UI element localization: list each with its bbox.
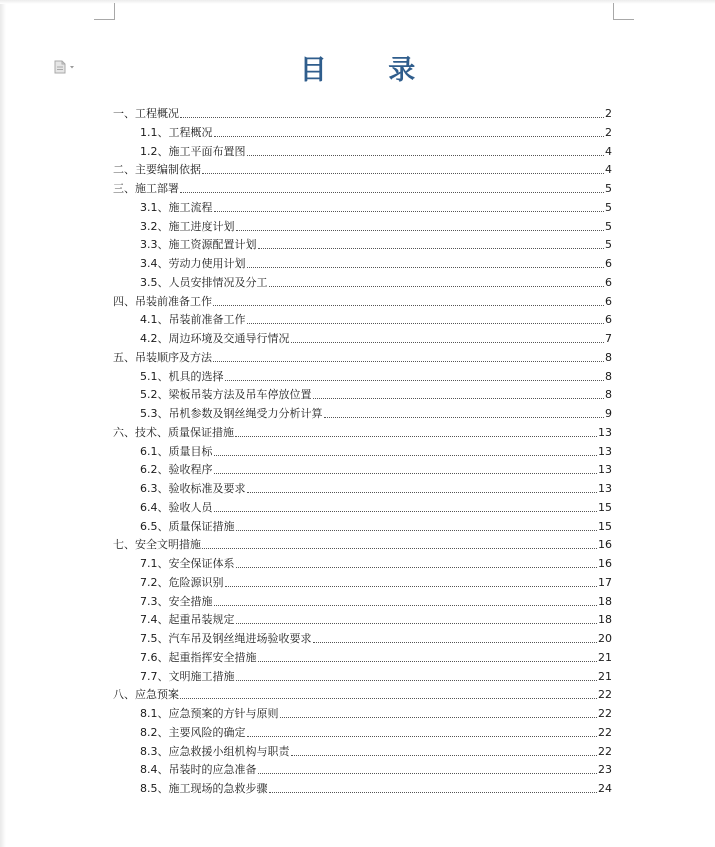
toc-entry-label: 8.2、主要风险的确定 bbox=[140, 725, 246, 739]
toc-page-number: 24 bbox=[598, 782, 612, 795]
toc-page-number: 5 bbox=[605, 238, 612, 252]
toc-page-number: 22 bbox=[598, 725, 612, 739]
toc-page-number: 9 bbox=[605, 407, 612, 420]
toc-dot-leader bbox=[213, 360, 604, 362]
toc-dot-leader bbox=[202, 172, 604, 174]
toc-page-number: 16 bbox=[598, 538, 612, 552]
toc-entry-label: 3.2、施工进度计划 bbox=[140, 219, 235, 233]
toc-dot-leader bbox=[291, 341, 605, 343]
toc-dot-leader bbox=[280, 716, 598, 718]
toc-dot-leader bbox=[258, 247, 605, 249]
toc-entry-label: 5.2、梁板吊装方法及吊车停放位置 bbox=[140, 388, 312, 402]
toc-subsection-entry[interactable] bbox=[140, 253, 612, 271]
toc-subsection-entry[interactable] bbox=[140, 497, 612, 515]
toc-dot-leader bbox=[291, 754, 598, 756]
toc-dot-leader bbox=[180, 116, 604, 118]
toc-subsection-entry[interactable] bbox=[140, 216, 612, 234]
toc-page-number: 21 bbox=[598, 650, 612, 664]
toc-entry-label: 4.1、吊装前准备工作 bbox=[140, 313, 246, 327]
toc-section-entry[interactable] bbox=[113, 684, 612, 702]
toc-dot-leader bbox=[180, 191, 604, 193]
toc-subsection-entry[interactable] bbox=[140, 441, 612, 459]
margin-corner-top-right bbox=[613, 3, 634, 20]
toc-dot-leader bbox=[324, 416, 605, 418]
page-title: 目 录 bbox=[299, 55, 442, 86]
toc-subsection-entry[interactable] bbox=[140, 122, 612, 140]
toc-subsection-entry[interactable] bbox=[140, 272, 612, 290]
toc-page-number: 6 bbox=[605, 294, 612, 308]
toc-dot-leader bbox=[214, 135, 605, 137]
toc-page-number: 8 bbox=[605, 350, 612, 364]
toc-page-number: 2 bbox=[605, 125, 612, 139]
toc-dot-leader bbox=[247, 735, 598, 737]
toc-page-number: 4 bbox=[605, 163, 612, 177]
toc-entry-label: 7.2、危险源识别 bbox=[140, 575, 224, 589]
toc-entry-label: 6.1、质量目标 bbox=[140, 444, 213, 458]
toc-entry-label: 7.3、安全措施 bbox=[140, 594, 213, 608]
toc-subsection-entry[interactable] bbox=[140, 478, 612, 496]
toc-page-number: 5 bbox=[605, 200, 612, 214]
toc-dot-leader bbox=[247, 154, 605, 156]
toc-dot-leader bbox=[180, 697, 597, 699]
toc-entry-label: 8.5、施工现场的急救步骤 bbox=[140, 782, 268, 795]
toc-dot-leader bbox=[214, 510, 598, 512]
toc-page-number: 7 bbox=[605, 332, 612, 345]
toc-subsection-entry[interactable] bbox=[140, 647, 612, 665]
toc-subsection-entry[interactable] bbox=[140, 703, 612, 721]
toc-dot-leader bbox=[236, 529, 598, 531]
toc-page-number: 2 bbox=[605, 107, 612, 120]
toc-section-entry[interactable] bbox=[113, 159, 612, 177]
toc-section-entry[interactable] bbox=[113, 291, 612, 309]
toc-subsection-entry[interactable] bbox=[140, 384, 612, 402]
toc-subsection-entry[interactable] bbox=[140, 309, 612, 327]
toc-subsection-entry[interactable] bbox=[140, 516, 612, 534]
toc-entry-label: 4.2、周边环境及交通导行情况 bbox=[140, 332, 290, 345]
toc-dot-leader bbox=[313, 397, 605, 399]
toc-page-number: 22 bbox=[598, 744, 612, 758]
toc-subsection-entry[interactable] bbox=[140, 572, 612, 590]
toc-entry-label: 6.4、验收人员 bbox=[140, 500, 213, 514]
toc-dot-leader bbox=[235, 435, 597, 437]
toc-page-number: 13 bbox=[598, 463, 612, 477]
toc-entry-label: 7.4、起重吊装规定 bbox=[140, 613, 235, 627]
toc-section-entry[interactable] bbox=[113, 103, 612, 121]
toc-page-number: 5 bbox=[605, 219, 612, 233]
toc-entry-label: 七、安全文明措施 bbox=[113, 538, 201, 552]
toc-section-entry[interactable] bbox=[113, 534, 612, 552]
toc-dot-leader bbox=[225, 379, 605, 381]
toc-entry-label: 3.3、施工资源配置计划 bbox=[140, 238, 257, 252]
toc-page-number: 4 bbox=[605, 144, 612, 158]
toc-dot-leader bbox=[247, 322, 605, 324]
toc-dot-leader bbox=[214, 454, 598, 456]
toc-dot-leader bbox=[269, 791, 598, 793]
toc-page-number: 22 bbox=[598, 707, 612, 720]
toc-subsection-entry[interactable] bbox=[140, 234, 612, 252]
toc-subsection-entry[interactable] bbox=[140, 328, 612, 346]
page-left-shadow bbox=[0, 0, 6, 847]
toc-subsection-entry[interactable] bbox=[140, 591, 612, 609]
toc-entry-label: 6.5、质量保证措施 bbox=[140, 519, 235, 533]
toc-dot-leader bbox=[258, 660, 598, 662]
toc-page-number: 15 bbox=[598, 519, 612, 533]
toc-entry-label: 7.7、文明施工措施 bbox=[140, 669, 235, 683]
toc-entry-label: 1.2、施工平面布置图 bbox=[140, 144, 246, 158]
toc-subsection-entry[interactable] bbox=[140, 403, 612, 421]
toc-page-number: 8 bbox=[605, 388, 612, 402]
toc-entry-label: 三、施工部署 bbox=[113, 182, 179, 195]
toc-subsection-entry[interactable] bbox=[140, 141, 612, 159]
toc-dot-leader bbox=[236, 229, 605, 231]
toc-entry-label: 3.4、劳动力使用计划 bbox=[140, 257, 246, 270]
toc-subsection-entry[interactable] bbox=[140, 741, 612, 759]
toc-dot-leader bbox=[202, 547, 597, 549]
toc-dot-leader bbox=[225, 585, 598, 587]
toc-entry-label: 四、吊装前准备工作 bbox=[113, 294, 212, 308]
toc-dot-leader bbox=[258, 772, 598, 774]
toc-dot-leader bbox=[269, 285, 605, 287]
toc-entry-label: 7.5、汽车吊及钢丝绳进场验收要求 bbox=[140, 632, 312, 645]
toc-page-number: 16 bbox=[598, 557, 612, 570]
toc-section-entry[interactable] bbox=[113, 178, 612, 196]
toc-entry-label: 1.1、工程概况 bbox=[140, 125, 213, 139]
toc-subsection-entry[interactable] bbox=[140, 553, 612, 571]
toc-page-number: 22 bbox=[598, 688, 612, 702]
toc-entry-label: 6.3、验收标准及要求 bbox=[140, 482, 246, 495]
toc-page-number: 15 bbox=[598, 500, 612, 514]
toc-entry-label: 7.1、安全保证体系 bbox=[140, 557, 235, 570]
toc-entry-label: 5.3、吊机参数及钢丝绳受力分析计算 bbox=[140, 407, 323, 420]
toc-entry-label: 8.4、吊装时的应急准备 bbox=[140, 763, 257, 777]
toc-page-number: 17 bbox=[598, 575, 612, 589]
toc-page-number: 18 bbox=[598, 613, 612, 627]
toc-page-number: 6 bbox=[605, 275, 612, 289]
toc-dot-leader bbox=[213, 304, 604, 306]
toc-page-number: 6 bbox=[605, 257, 612, 270]
toc-entry-label: 8.1、应急预案的方针与原则 bbox=[140, 707, 279, 720]
toc-dot-leader bbox=[214, 604, 598, 606]
toc-dot-leader bbox=[247, 491, 598, 493]
toc-page-number: 8 bbox=[605, 369, 612, 383]
toc-page-number: 6 bbox=[605, 313, 612, 327]
toc-page-number: 5 bbox=[605, 182, 612, 195]
toc-subsection-entry[interactable] bbox=[140, 722, 612, 740]
toc-page-number: 13 bbox=[598, 482, 612, 495]
toc-page-number: 13 bbox=[598, 444, 612, 458]
toc-subsection-entry[interactable] bbox=[140, 628, 612, 646]
toc-dot-leader bbox=[247, 266, 605, 268]
toc-section-entry[interactable] bbox=[113, 422, 612, 440]
toc-page-number: 23 bbox=[598, 763, 612, 777]
margin-corner-top-left bbox=[94, 3, 115, 20]
toc-entry-label: 3.1、施工流程 bbox=[140, 200, 213, 214]
toc-page-number: 13 bbox=[598, 425, 612, 439]
toc-entry-label: 五、吊装顺序及方法 bbox=[113, 350, 212, 364]
toc-entry-label: 八、应急预案 bbox=[113, 688, 179, 702]
toc-entry-label: 3.5、人员安排情况及分工 bbox=[140, 275, 268, 289]
toc-dot-leader bbox=[236, 622, 598, 624]
toc-dot-leader bbox=[214, 210, 605, 212]
toc-subsection-entry[interactable] bbox=[140, 666, 612, 684]
toc-entry-label: 六、技术、质量保证措施 bbox=[113, 425, 234, 439]
toc-subsection-entry[interactable] bbox=[140, 778, 612, 796]
toc-entry-label: 5.1、机具的选择 bbox=[140, 369, 224, 383]
toc-dot-leader bbox=[236, 679, 598, 681]
toc-entry-label: 8.3、应急救援小组机构与职责 bbox=[140, 744, 290, 758]
toc-entry-label: 一、工程概况 bbox=[113, 107, 179, 120]
toc-page-number: 18 bbox=[598, 594, 612, 608]
toc-dot-leader bbox=[214, 472, 598, 474]
toc-subsection-entry[interactable] bbox=[140, 459, 612, 477]
toc-entry-label: 6.2、验收程序 bbox=[140, 463, 213, 477]
toc-dot-leader bbox=[236, 566, 598, 568]
toc-subsection-entry[interactable] bbox=[140, 197, 612, 215]
toc-dot-leader bbox=[313, 641, 598, 643]
toc-subsection-entry[interactable] bbox=[140, 609, 612, 627]
toc-page-number: 21 bbox=[598, 669, 612, 683]
toc-entry-label: 7.6、起重指挥安全措施 bbox=[140, 650, 257, 664]
toc-page-number: 20 bbox=[598, 632, 612, 645]
toc-subsection-entry[interactable] bbox=[140, 759, 612, 777]
toc-subsection-entry[interactable] bbox=[140, 366, 612, 384]
toc-entry-label: 二、主要编制依据 bbox=[113, 163, 201, 177]
toc-section-entry[interactable] bbox=[113, 347, 612, 365]
